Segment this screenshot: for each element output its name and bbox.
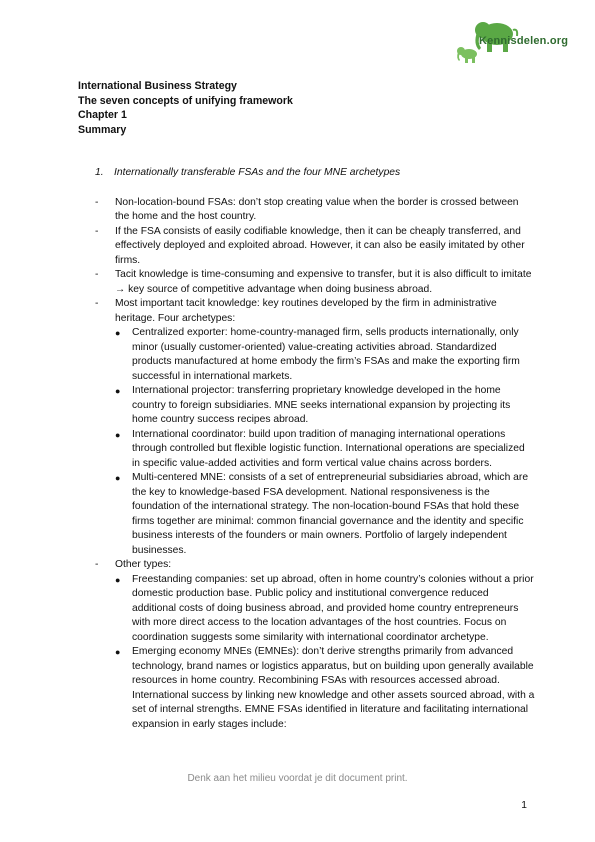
list-dash: - — [95, 196, 99, 208]
sublist-item — [115, 471, 535, 558]
sublist-item — [115, 573, 535, 646]
bullet-icon: ● — [115, 386, 121, 396]
sublist-item-text: Emerging economy MNEs (EMNEs): don’t derive strengths primarily from advanced technology, brand names or logistics apparatus, but on building upon generally available resources in home country. Recombining FSAs with resources accessed abroad. International success by linking new knowledge and other assets sourced abroad, with a set of internal strengths. EMNE FSAs identified in literature and facilitating international expansion in early stages include: — [132, 646, 535, 730]
bullet-icon: ● — [115, 473, 121, 483]
bullet-icon: ● — [115, 574, 121, 585]
list-dash: - — [95, 269, 99, 280]
site-logo[interactable] — [455, 16, 577, 66]
list-item — [95, 558, 535, 573]
list-dash: - — [95, 298, 99, 309]
sublist-item — [115, 645, 535, 732]
sublist-item-text: International projector: transferring proprietary knowledge developed in the home country to foreign subsidiaries. MNE seeks international expansion by projecting its home country success recipes abroad. — [132, 385, 511, 425]
document-subtitle: The seven concepts of unifying framework — [78, 94, 293, 107]
section-title: Internationally transferable FSAs and the four MNE archetypes — [114, 167, 401, 178]
list-item-text: Non-location-bound FSAs: don’t stop creating value when the border is crossed between the home and the host country. — [115, 196, 519, 222]
list-item — [95, 297, 535, 326]
logo-text: Kennisdelen.org — [479, 35, 569, 47]
document-body — [95, 166, 535, 732]
page-number: 1 — [521, 800, 527, 811]
list-item-text: If the FSA consists of easily codifiable knowledge, then it can be cheaply transferred, and effectively deployed and exploited abroad. However, it can also be easily imitated by other firms. — [115, 225, 525, 266]
sublist-item — [115, 384, 535, 428]
list-item-text: Tacit knowledge is time-consuming and expensive to transfer, but it is also difficult to imitate → key source of competitive advantage when doing business abroad. — [115, 269, 532, 295]
bullet-icon: ● — [115, 647, 121, 657]
document-header — [78, 79, 293, 137]
sublist-item-text: Freestanding companies: set up abroad, often in home country’s colonies without a prior domestic production base. Public policy and institutional convergence reduced additional costs of doing business abroad, and provided home country entrepreneurs with more direct access to the location advantages of the host countries. Focus on coordination suggests some similarity with international coordinator archetype. — [132, 573, 534, 643]
list-item — [95, 225, 535, 269]
list-item-text: Other types: — [115, 559, 172, 570]
list-dash: - — [95, 225, 99, 237]
list-item — [95, 196, 535, 225]
chapter-label: Chapter 1 — [78, 109, 127, 121]
list-dash: - — [95, 559, 99, 570]
sublist-item — [115, 428, 535, 472]
course-title: International Business Strategy — [78, 80, 237, 92]
section-heading — [95, 166, 535, 181]
list-item-text: Most important tacit knowledge: key routines developed by the firm in administrative heritage. Four archetypes: — [115, 298, 497, 324]
sublist-item — [115, 326, 535, 384]
list-item — [95, 268, 535, 297]
section-number: 1. — [95, 167, 104, 178]
sublist-item-text: Multi-centered MNE: consists of a set of entrepreneurial subsidiaries abroad, which are the key to knowledge-based FSA development. National responsiveness is the foundation of the international strategy. The non-location-bound FSAs that hold these firms together are minimal: common financial governance and the identity and specific business interests of the founders or main owners. Portfolio of largely independent businesses. — [132, 472, 529, 556]
bullet-icon: ● — [115, 429, 121, 440]
sublist-item-text: International coordinator: build upon tradition of managing international operations through controlled but flexible logistic function. International operations are specialized in specific value-added activities and form vertical value chains across borders. — [132, 428, 525, 469]
summary-label: Summary — [78, 123, 127, 136]
sublist-item-text: Centralized exporter: home-country-managed firm, sells products internationally, only minor (usually customer-oriented) value-creating activities abroad. Standardized products manufactured at home embody the firm’s FSAs and make the exporting firm successful in international markets. — [132, 327, 520, 382]
footer-environment-notice: Denk aan het milieu voordat je dit document print. — [187, 773, 408, 784]
bullet-icon: ● — [115, 328, 121, 338]
